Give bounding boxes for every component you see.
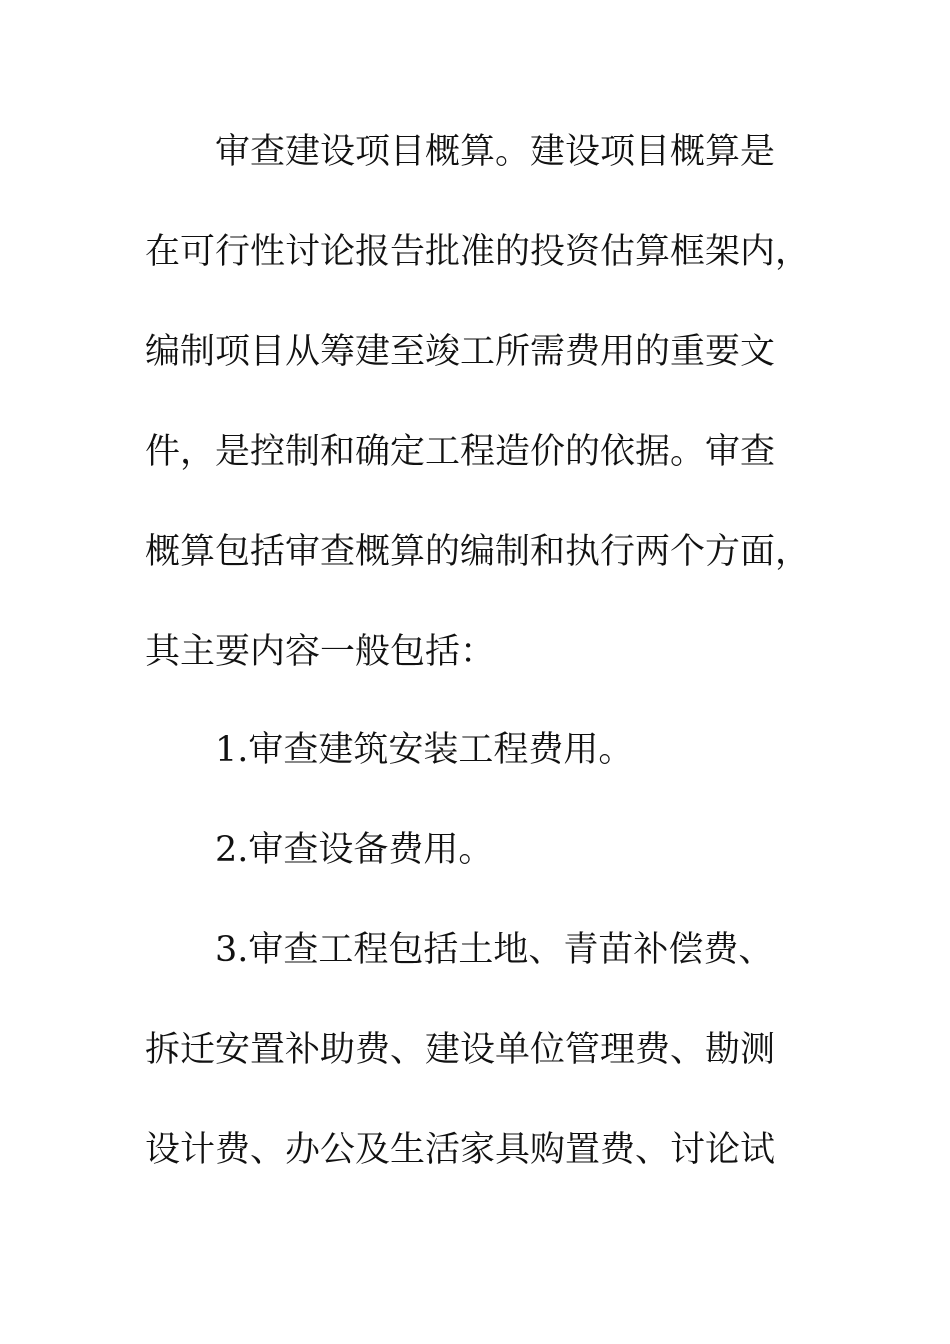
paragraph-line: 其主要内容一般包括： xyxy=(145,632,496,672)
paragraph-line: 编制项目从筹建至竣工所需费用的重要文 xyxy=(145,332,776,372)
paragraph-line: 件，是控制和确定工程造价的依据。审查 xyxy=(145,432,776,472)
paragraph-line: 概算包括审查概算的编制和执行两个方面， xyxy=(145,532,811,572)
paragraph-line: 在可行性讨论报告批准的投资估算框架内， xyxy=(145,232,811,272)
paragraph-line: 拆迁安置补助费、建设单位管理费、勘测 xyxy=(145,1030,776,1070)
list-item: 3.审查工程包括土地、青苗补偿费、 xyxy=(215,930,774,970)
paragraph-line: 审查建设项目概算。建设项目概算是 xyxy=(215,132,776,172)
paragraph-line: 设计费、办公及生活家具购置费、讨论试 xyxy=(145,1130,776,1170)
list-item: 2.审查设备费用。 xyxy=(215,830,494,870)
list-item: 1.审查建筑安装工程费用。 xyxy=(215,730,634,770)
